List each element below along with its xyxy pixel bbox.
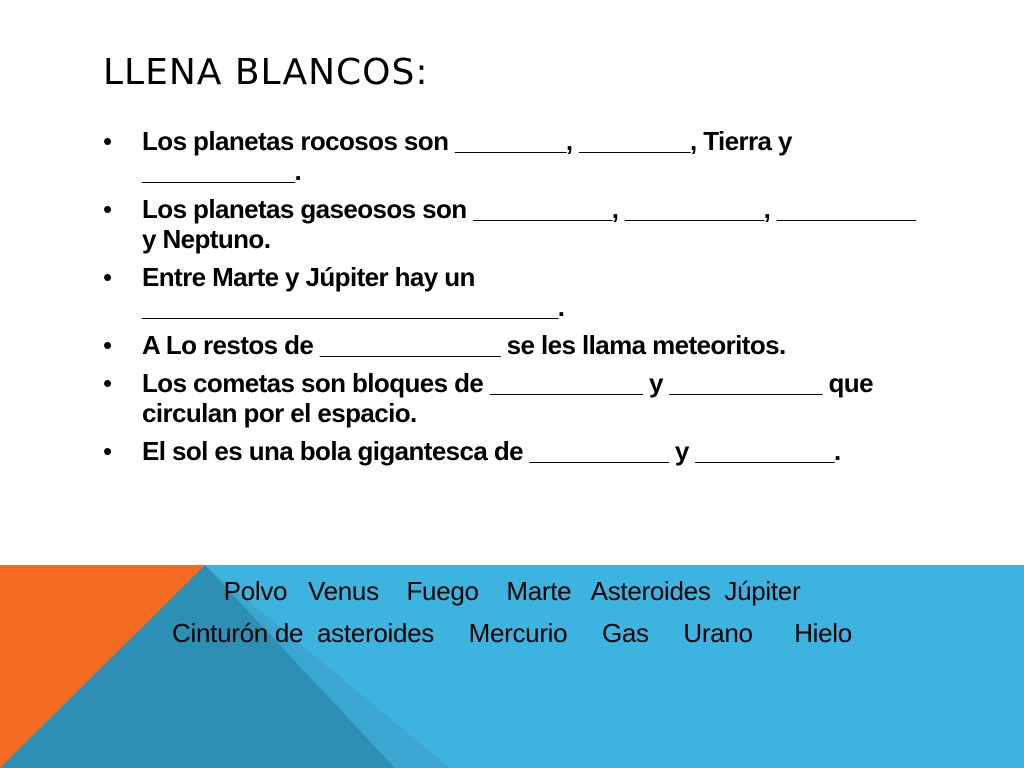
list-item: [103, 330, 923, 360]
list-item-text: A Lo restos de _____________ se les llama meteoritos.: [142, 330, 786, 360]
bullet-dot: •: [103, 262, 112, 292]
bullet-dot: •: [103, 194, 112, 224]
bullet-dot: •: [103, 436, 112, 466]
bullet-dot: •: [103, 330, 112, 360]
list-item-text: Entre Marte y Júpiter hay un ______________________________.: [142, 262, 565, 322]
word-bank-line-1: Polvo Venus Fuego Marte Asteroides Júpiter: [223, 576, 801, 606]
bullet-dot: •: [103, 368, 112, 398]
list-item: [103, 262, 565, 322]
list-item-text: Los planetas gaseosos son __________, __________, __________ y Neptuno.: [142, 194, 916, 254]
word-bank-line-2: Cinturón de asteroides Mercurio Gas Urano Hielo: [172, 618, 852, 648]
list-item: [103, 194, 923, 254]
list-item-text: El sol es una bola gigantesca de __________ y __________.: [142, 436, 841, 466]
list-item-text: Los planetas rocosos son ________, ________, Tierra y ___________.: [142, 126, 792, 186]
list-item: [103, 436, 923, 466]
list-item-text: Los cometas son bloques de ___________ y ___________ que circulan por el espacio.: [142, 368, 873, 428]
list-item: [103, 368, 923, 428]
fill-in-list: [103, 126, 923, 474]
list-item: [103, 126, 923, 186]
slide-title: LLENA BLANCOS:: [103, 52, 429, 93]
bullet-dot: •: [103, 126, 112, 156]
